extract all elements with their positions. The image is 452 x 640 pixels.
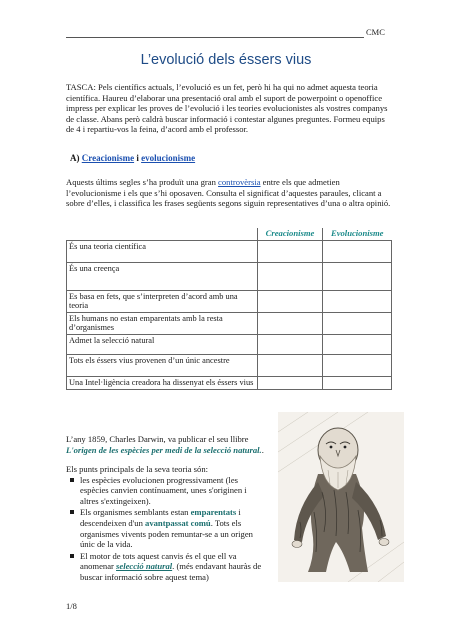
creacionisme-check-cell[interactable] bbox=[258, 240, 323, 262]
point-1-text: les espècies evolucionen progressivament (les espècies canvien contínuament, unes s'originen i altres s'extingeixen). bbox=[80, 474, 247, 506]
evolucionisme-check-cell[interactable] bbox=[322, 312, 391, 334]
header-tag: CMC bbox=[366, 27, 385, 37]
point-2-a: Els organismes semblants estan bbox=[80, 507, 191, 518]
creacionisme-column-header: Creacionisme bbox=[258, 228, 323, 240]
evolucionisme-check-cell[interactable] bbox=[322, 240, 391, 262]
table-row bbox=[67, 334, 392, 354]
creacionisme-check-cell[interactable] bbox=[258, 312, 323, 334]
evolucionisme-check-cell[interactable] bbox=[322, 262, 391, 290]
evolucionisme-check-cell[interactable] bbox=[322, 334, 391, 354]
statement-cell: Una Intel·ligència creadora ha dissenyat els éssers vius bbox=[67, 376, 258, 389]
evolucionisme-check-cell[interactable] bbox=[322, 290, 391, 312]
darwin-before: L’any 1859, Charles Darwin, va publicar el seu llibre bbox=[66, 434, 249, 444]
statement-cell: Els humans no estan emparentats amb la resta d’organismes bbox=[67, 312, 258, 334]
header-rule bbox=[66, 37, 364, 38]
creacionisme-check-cell[interactable] bbox=[258, 334, 323, 354]
point-3-a: El motor de tots aquest canvis és el que ell va anomenar bbox=[80, 550, 237, 572]
creacionisme-check-cell[interactable] bbox=[258, 354, 323, 376]
table-row bbox=[67, 376, 392, 389]
statement-cell: Es basa en fets, que s’interpreten d’acord amb una teoria bbox=[67, 290, 258, 312]
avantpassat-term: avantpassat comú bbox=[145, 517, 211, 528]
point-3-c: . (més endavant hauràs de buscar informació sobre aquest tema) bbox=[80, 561, 262, 582]
evolucionisme-link[interactable]: evolucionisme bbox=[141, 153, 196, 163]
para2-after: entre els que admetien l’evolucionisme i els que s’hi oposaven. Consulta el significat d’aquestes paraules, clicant a sobre d’elles, i classifica les frases següents segons siguin representatives d’una o altra opinió. bbox=[66, 177, 391, 209]
creacionisme-check-cell[interactable] bbox=[258, 290, 323, 312]
list-item bbox=[80, 507, 266, 549]
creacionisme-check-cell[interactable] bbox=[258, 262, 323, 290]
para2-before: Aquests últims segles s’ha produït una gran bbox=[66, 177, 219, 187]
list-item bbox=[80, 551, 266, 583]
table-header-blank bbox=[67, 228, 258, 240]
section-a-prefix: A) bbox=[70, 153, 80, 163]
section-a-heading bbox=[70, 153, 195, 163]
list-item bbox=[80, 475, 266, 507]
controversy-paragraph bbox=[66, 177, 391, 209]
seleccio-natural-link[interactable]: selecció natural bbox=[116, 561, 173, 572]
point-2-e: . Tots els organismes vivents poden remuntar-se a un origen únic de la vida. bbox=[80, 517, 253, 550]
page-title: L’evolució dels éssers vius bbox=[140, 52, 312, 68]
task-paragraph: TASCA: Pels científics actuals, l’evolució es un fet, però hi ha qui no admet aquesta teoria científica. Haureu d’elaborar una presentació oral amb el suport de powerpoint o openoffice impress per explicar les proves de l’evolució i les teories evolucionistes als vostres companys de classe. Abans però caldrà buscar informació i contestar algunes preguntes. Formeu equips de 4 i repartiu-vos la feina, d’acord amb el professor. bbox=[66, 82, 388, 135]
points-list bbox=[66, 475, 266, 583]
table-row bbox=[67, 354, 392, 376]
book-title: L'origen de les espècies per medi de la selecció natural. bbox=[66, 444, 262, 455]
evolucionisme-column-header: Evolucionisme bbox=[322, 228, 391, 240]
statement-cell: Tots els éssers vius provenen d’un únic ancestre bbox=[67, 354, 258, 376]
statement-cell: És una teoria científica bbox=[67, 240, 258, 262]
points-intro: Els punts principals de la seva teoria són: bbox=[66, 464, 209, 474]
page-number: 1/8 bbox=[66, 601, 77, 611]
darwin-after: . bbox=[261, 444, 264, 455]
controversia-link[interactable]: controvèrsia bbox=[218, 177, 261, 187]
evolucionisme-check-cell[interactable] bbox=[322, 354, 391, 376]
darwin-paragraph bbox=[66, 434, 266, 455]
section-a-joiner: i bbox=[136, 153, 139, 163]
creacionisme-check-cell[interactable] bbox=[258, 376, 323, 389]
statement-cell: És una creença bbox=[67, 262, 258, 290]
emparentats-term: emparentats bbox=[190, 507, 237, 518]
darwin-ape-caricature-icon bbox=[278, 412, 404, 582]
evolucionisme-check-cell[interactable] bbox=[322, 376, 391, 389]
classification-table bbox=[66, 228, 392, 390]
table-row bbox=[67, 262, 392, 290]
point-2-c: i descendeixen d'un bbox=[80, 507, 241, 528]
table-row bbox=[67, 312, 392, 334]
table-row bbox=[67, 290, 392, 312]
statement-cell: Admet la selecció natural bbox=[67, 334, 258, 354]
table-row bbox=[67, 240, 392, 262]
table-header-row bbox=[67, 228, 392, 240]
theory-points bbox=[66, 464, 266, 584]
creacionisme-link[interactable]: Creacionisme bbox=[81, 153, 135, 163]
